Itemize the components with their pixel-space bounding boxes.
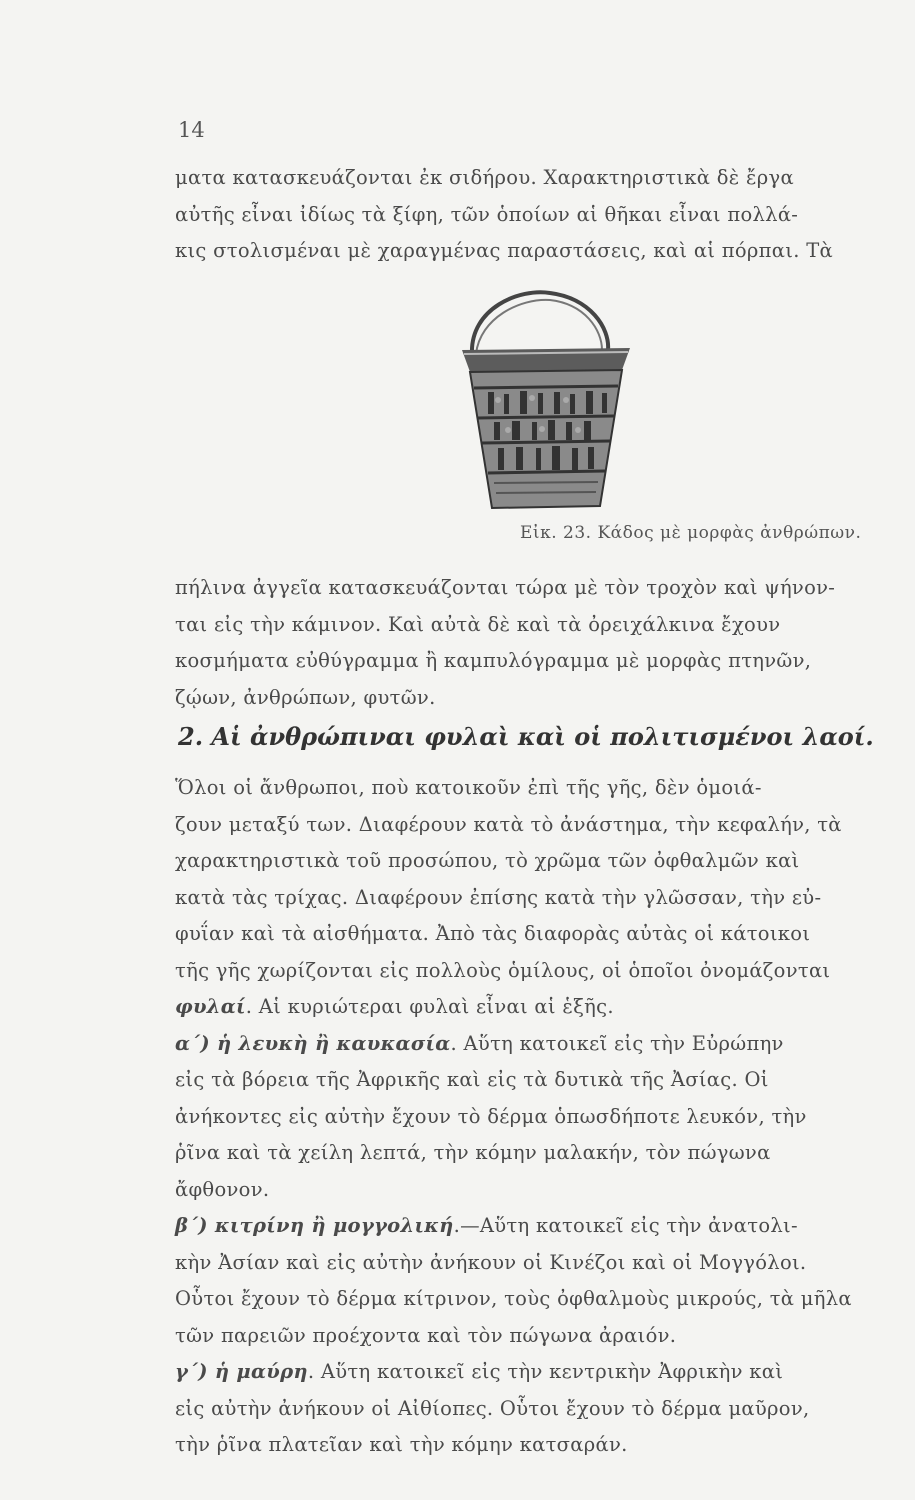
text-line: ται εἰς τὴν κάμινον. Καὶ αὐτὰ δὲ καὶ τὰ ὀρειχάλκινα ἔχουν [175,612,781,636]
bucket-illustration [450,288,640,518]
text-line: κοσμήματα εὐθύγραμμα ἢ καμπυλόγραμμα μὲ μορφὰς πτηνῶν, [175,649,812,672]
text-line: ματα κατασκευάζονται ἐκ σιδήρου. Χαρακτηριστικὰ δὲ ἔργα [175,166,794,189]
paragraph-middle [175,570,903,716]
section-body [175,770,903,1464]
text-line: φυΐαν καὶ τὰ αἰσθήματα. Ἀπὸ τὰς διαφορὰς αὐτὰς οἱ κάτοικοι [175,922,811,945]
text-line [175,1354,903,1391]
term-phylai: φυλαί [175,995,246,1018]
text-run: . Αὕτη κατοικεῖ εἰς τὴν κεντρικὴν Ἀφρικὴν καὶ [307,1360,784,1383]
text-line [175,1208,903,1245]
text-line: αὐτῆς εἶναι ἰδίως τὰ ξίφη, τῶν ὁποίων αἱ θῆκαι εἶναι πολλά- [175,202,799,226]
text-line: ζουν μεταξύ των. Διαφέρουν κατὰ τὸ ἀνάστημα, τὴν κεφαλήν, τὰ [175,812,842,836]
text-run: .—Αὕτη κατοικεῖ εἰς τὴν ἀνατολι- [453,1214,798,1237]
text-line: πήλινα ἀγγεῖα κατασκευάζονται τώρα μὲ τὸν τροχὸν καὶ ψήνον- [175,576,836,599]
text-line: τῶν παρειῶν προέχοντα καὶ τὸν πώγωνα ἀραιόν. [175,1323,677,1347]
paragraph-top [175,160,903,270]
figure-caption: Εἰκ. 23. Κάδος μὲ μορφὰς ἀνθρώπων. [520,523,862,543]
text-line: χαρακτηριστικὰ τοῦ προσώπου, τὸ χρῶμα τῶν ὀφθαλμῶν καὶ [175,849,800,872]
section-heading: 2. Αἱ ἀνθρώπιναι φυλαὶ καὶ οἱ πολιτισμένοι λαοί. [178,722,874,751]
page-number: 14 [178,118,205,142]
text-line: Ὅλοι οἱ ἄνθρωποι, ποὺ κατοικοῦν ἐπὶ τῆς γῆς, δὲν ὁμοιά- [175,776,762,799]
text-line: ζῴων, ἀνθρώπων, φυτῶν. [175,685,436,709]
text-run: . Αὕτη κατοικεῖ εἰς τὴν Εὐρώπην [450,1031,784,1055]
text-line: ἄφθονον. [175,1177,270,1201]
text-line: ἀνήκοντες εἰς αὐτὴν ἔχουν τὸ δέρμα ὁπωσδήποτε λευκόν, τὴν [175,1104,807,1128]
text-line: εἰς αὐτὴν ἀνήκουν οἱ Αἰθίοπες. Οὗτοι ἔχουν τὸ δέρμα μαῦρον, [175,1396,810,1420]
race-label-yellow: β΄) κιτρίνη ἢ μογγολική [175,1214,454,1237]
text-line [175,989,903,1026]
text-line [175,1026,903,1063]
race-label-black: γ΄) ἡ μαύρη [175,1360,308,1383]
text-line: τὴν ῥῖνα πλατεῖαν καὶ τὴν κόμην κατσαράν. [175,1433,628,1456]
text-line: ῥῖνα καὶ τὰ χείλη λεπτά, τὴν κόμην μαλακήν, τὸν πώγωνα [175,1141,771,1164]
text-line: εἰς τὰ βόρεια τῆς Ἀφρικῆς καὶ εἰς τὰ δυτικὰ τῆς Ἀσίας. Οἱ [175,1068,769,1091]
race-label-white: α΄) ἡ λευκὴ ἢ καυκασία [175,1031,451,1055]
text-line: Οὗτοι ἔχουν τὸ δέρμα κίτρινον, τοὺς ὀφθαλμοὺς μικρούς, τὰ μῆλα [175,1287,852,1310]
text-line: κὴν Ἀσίαν καὶ εἰς αὐτὴν ἀνήκουν οἱ Κινέζοι καὶ οἱ Μογγόλοι. [175,1250,807,1274]
text-run: . Αἱ κυριώτεραι φυλαὶ εἶναι αἱ ἑξῆς. [245,995,614,1018]
text-line: κατὰ τὰς τρίχας. Διαφέρουν ἐπίσης κατὰ τὴν γλῶσσαν, τὴν εὐ- [175,885,822,909]
text-line: κις στολισμέναι μὲ χαραγμένας παραστάσεις, καὶ αἱ πόρπαι. Τὰ [175,239,833,262]
text-line: τῆς γῆς χωρίζονται εἰς πολλοὺς ὁμίλους, οἱ ὁποῖοι ὀνομάζονται [175,958,831,982]
